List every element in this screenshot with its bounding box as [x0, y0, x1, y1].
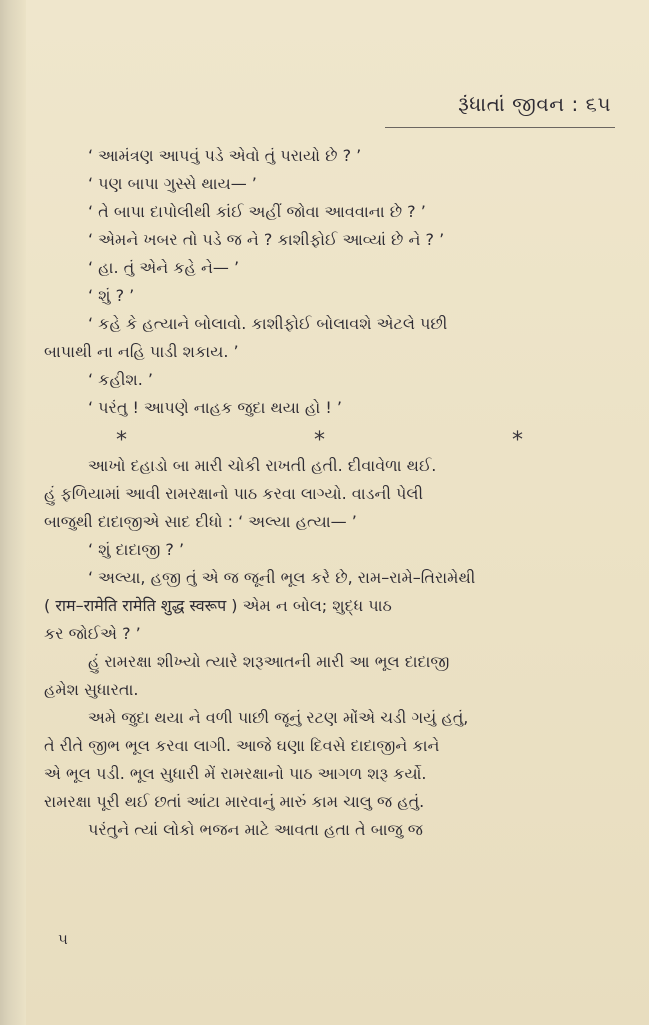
section-separator — [44, 422, 604, 452]
signature-mark: ૫ — [58, 930, 68, 948]
paragraph-line: રામરક્ષા પૂરી થઈ છતાં આંટા મારવાનું મારું કામ ચાલુ જ હતું. — [44, 792, 425, 811]
dialogue-line: ‘ કહીશ. ’ — [88, 370, 154, 389]
page-body — [44, 142, 604, 844]
dialogue-line: ‘ કહે કે હત્યાને બોલાવો. કાશીફોઈ બોલાવશે એટલે પછી — [88, 314, 448, 333]
dialogue-line: ‘ તે બાપા દાપોલીથી કાંઈ અહીં જોવા આવવાના છે ? ’ — [88, 202, 426, 221]
paragraph-line: હું ફળિયામાં આવી રામરક્ષાનો પાઠ કરવા લાગ્યો. વાડની પેલી — [44, 484, 424, 503]
paragraph-line: તે રીતે જીભ ભૂલ કરવા લાગી. આજે ઘણા દિવસે દાદાજીને કાને — [44, 736, 440, 755]
paragraph-line: હમેશ સુધારતા. — [44, 680, 139, 699]
dialogue-line: ‘ આમંત્રણ આપવું પડે એવો તું પરાયો છે ? ’ — [88, 146, 362, 165]
dialogue-line: ‘ શું દાદાજી ? ’ — [88, 540, 185, 559]
dialogue-line: ( राम–रामेति रामेति शुद्ध स्वरूप ) એમ ન બોલ; શુદ્ધ પાઠ — [44, 596, 392, 615]
dialogue-line: ‘ એમને ખબર તો પડે જ ને ? કાશીફોઈ આવ્યાં છે ને ? ’ — [88, 230, 445, 249]
separator-star: * — [314, 428, 325, 453]
separator-star: * — [512, 428, 523, 453]
paragraph-line: અમે જુદા થયા ને વળી પાછી જૂનું રટણ મોંએ ચડી ગયું હતું, — [88, 708, 469, 727]
running-header: રૂંધાતાં જીવન : ૬૫ — [458, 92, 611, 116]
paragraph-line: હું રામરક્ષા શીખ્યો ત્યારે શરૂઆતની મારી આ ભૂલ દાદાજી — [88, 652, 450, 671]
paragraph-line: પરંતુને ત્યાં લોકો ભજન માટે આવતા હતા તે બાજુ જ — [88, 820, 423, 839]
dialogue-line: ‘ હા. તું એને કહે ને— ’ — [88, 258, 240, 277]
dialogue-line: કર જોઈએ ? ’ — [44, 624, 141, 643]
page-spine-shadow — [0, 0, 26, 1025]
header-underline — [385, 127, 615, 128]
dialogue-line: ‘ પરંતુ ! આપણે નાહક જુદા થયા હો ! ’ — [88, 398, 342, 417]
paragraph-line: બાજુથી દાદાજીએ સાદ દીધો : ‘ અલ્યા હત્યા— ’ — [44, 512, 357, 531]
dialogue-line: બાપાથી ના નહિ પાડી શકાય. ’ — [44, 342, 239, 361]
paragraph-line: એ ભૂલ પડી. ભૂલ સુધારી મેં રામરક્ષાનો પાઠ આગળ શરૂ કર્યો. — [44, 764, 427, 783]
dialogue-line: ‘ શું ? ’ — [88, 286, 135, 305]
dialogue-line: ‘ અલ્યા, હજી તું એ જ જૂની ભૂલ કરે છે, રામ–રામે–તિરામેથી — [88, 568, 476, 587]
paragraph-line: આખો દહાડો બા મારી ચોકી રાખતી હતી. દીવાવેળા થઈ. — [88, 456, 437, 475]
dialogue-line: ‘ પણ બાપા ગુસ્સે થાય— ’ — [88, 174, 257, 193]
separator-star: * — [116, 428, 127, 453]
